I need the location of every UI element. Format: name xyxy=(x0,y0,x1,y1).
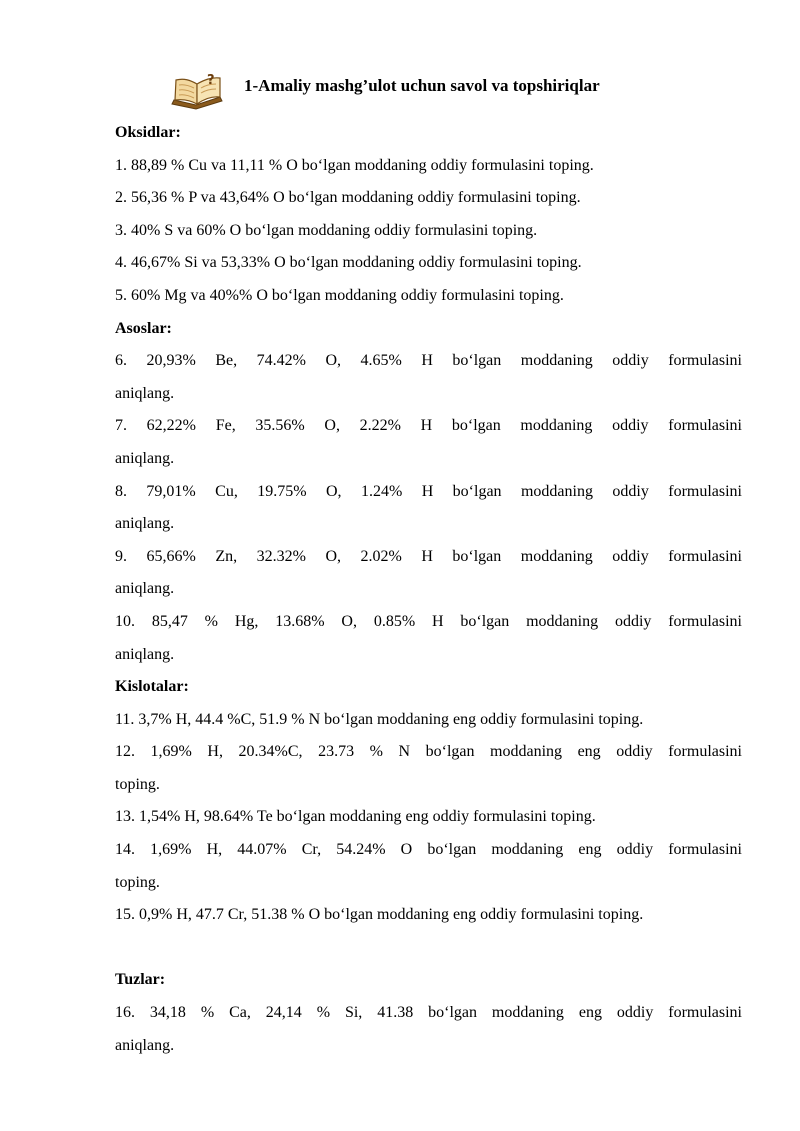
list-item: 8. 79,01% Cu, 19.75% O, 1.24% H bo‘lgan moddaning oddiy formulasini xyxy=(115,482,742,500)
book-question-icon xyxy=(170,70,226,110)
list-item-continuation: aniqlang. xyxy=(115,515,175,533)
list-item-continuation: aniqlang. xyxy=(115,449,175,467)
section-heading-asoslar: Asoslar: xyxy=(115,319,172,337)
list-item: 6. 20,93% Be, 74.42% O, 4.65% H bo‘lgan moddaning oddiy formulasini xyxy=(115,352,742,370)
list-item: 12. 1,69% H, 20.34%C, 23.73 % N bo‘lgan moddaning eng oddiy formulasini xyxy=(115,743,742,761)
list-item: 16. 34,18 % Ca, 24,14 % Si, 41.38 bo‘lgan moddaning eng oddiy formulasini xyxy=(115,1004,742,1022)
list-item-continuation: toping. xyxy=(115,873,160,891)
blank-line xyxy=(115,932,742,965)
page-title: 1-Amaliy mashg’ulot uchun savol va topshiriqlar xyxy=(244,76,600,95)
section-heading-oksidlar: Oksidlar: xyxy=(115,124,181,141)
list-item-continuation: aniqlang. xyxy=(115,1036,175,1054)
svg-text:?: ? xyxy=(207,73,215,88)
exercise-list xyxy=(115,117,742,1062)
list-item: 9. 65,66% Zn, 32.32% O, 2.02% H bo‘lgan moddaning oddiy formulasini xyxy=(115,547,742,565)
list-item: 5. 60% Mg va 40%% O bo‘lgan moddaning oddiy formulasini toping. xyxy=(115,286,564,304)
list-item: 2. 56,36 % P va 43,64% O bo‘lgan moddaning oddiy formulasini toping. xyxy=(115,189,581,207)
list-item-continuation: aniqlang. xyxy=(115,645,175,663)
list-item: 7. 62,22% Fe, 35.56% O, 2.22% H bo‘lgan moddaning oddiy formulasini xyxy=(115,417,742,435)
list-item: 10. 85,47 % Hg, 13.68% O, 0.85% H bo‘lgan moddaning oddiy formulasini xyxy=(115,612,742,630)
list-item: 14. 1,69% H, 44.07% Cr, 54.24% O bo‘lgan moddaning eng oddiy formulasini xyxy=(115,841,742,859)
list-item-continuation: toping. xyxy=(115,775,160,793)
list-item-continuation: aniqlang. xyxy=(115,384,175,402)
list-item-continuation: aniqlang. xyxy=(115,580,175,598)
list-item: 4. 46,67% Si va 53,33% O bo‘lgan moddaning oddiy formulasini toping. xyxy=(115,254,582,272)
list-item: 13. 1,54% H, 98.64% Te bo‘lgan moddaning eng oddiy formulasini toping. xyxy=(115,808,596,826)
section-heading-kislotalar: Kislotalar: xyxy=(115,678,189,696)
list-item: 15. 0,9% H, 47.7 Cr, 51.38 % O bo‘lgan moddaning eng oddiy formulasini toping. xyxy=(115,906,644,924)
section-heading-tuzlar: Tuzlar: xyxy=(115,971,166,989)
list-item: 11. 3,7% H, 44.4 %C, 51.9 % N bo‘lgan moddaning eng oddiy formulasini toping. xyxy=(115,710,644,728)
list-item: 1. 88,89 % Cu va 11,11 % O bo‘lgan moddaning oddiy formulasini toping. xyxy=(115,156,594,174)
list-item: 3. 40% S va 60% O bo‘lgan moddaning oddiy formulasini toping. xyxy=(115,221,538,239)
title-row xyxy=(0,66,800,110)
